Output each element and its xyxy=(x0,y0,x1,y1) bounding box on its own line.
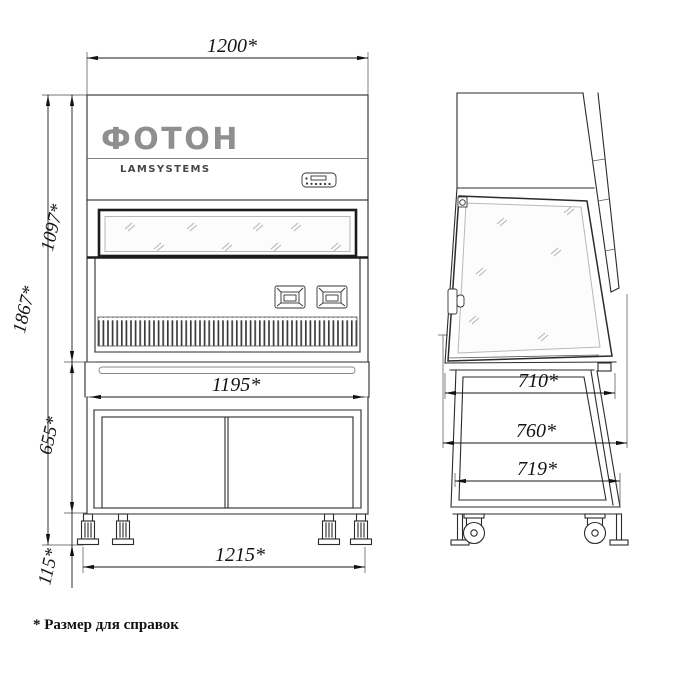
side-front-caster xyxy=(464,514,485,544)
side-head-box xyxy=(457,93,594,188)
canopy-joint-1 xyxy=(592,159,605,161)
dim-height-total: 1867* xyxy=(9,284,41,336)
canopy-joint-2 xyxy=(598,199,609,201)
front-foot-1 xyxy=(78,514,99,545)
side-back-caster xyxy=(585,514,606,544)
dim-width-top: 1200* xyxy=(207,35,257,57)
brand-name: LAMSYSTEMS xyxy=(120,164,211,175)
canopy-joint-3 xyxy=(605,249,615,251)
front-foot-2 xyxy=(113,514,134,545)
dim-height-base: 655* xyxy=(35,414,65,457)
front-view xyxy=(78,95,372,545)
dim-height-feet: 115* xyxy=(34,546,63,587)
sash-handle xyxy=(448,289,457,314)
dim-width-overall: 1215* xyxy=(215,544,265,566)
dim-depth-worktop: 710* xyxy=(518,370,558,392)
side-back-foot xyxy=(610,514,628,545)
front-foot-4 xyxy=(351,514,372,545)
ventilation-grille xyxy=(98,317,357,346)
dim-width-worktop: 1195* xyxy=(211,374,261,396)
front-foot-3 xyxy=(319,514,340,545)
dim-height-upper: 1097* xyxy=(37,202,69,254)
power-socket-left xyxy=(275,286,305,308)
side-worktop-edge xyxy=(445,362,616,363)
sash-hinge-pin xyxy=(460,200,466,206)
front-sash-glass xyxy=(105,217,350,252)
control-panel-icon xyxy=(302,173,336,187)
side-base-back-inner xyxy=(591,371,613,505)
side-sash-glass xyxy=(458,203,600,353)
side-base-back-outer xyxy=(597,371,620,507)
power-socket-right xyxy=(317,286,347,308)
dim-depth-overall: 760* xyxy=(516,420,556,442)
sash-handle-knob xyxy=(457,295,464,307)
canopy-bottom-edge xyxy=(611,288,619,292)
canopy-back-edge xyxy=(598,93,619,288)
brand-logo: ФОТОН xyxy=(101,122,240,157)
dim-depth-base: 719* xyxy=(517,458,557,480)
worktop-groove xyxy=(99,367,355,374)
reference-note: * Размер для справок xyxy=(33,617,179,633)
side-back-bracket xyxy=(598,363,611,371)
